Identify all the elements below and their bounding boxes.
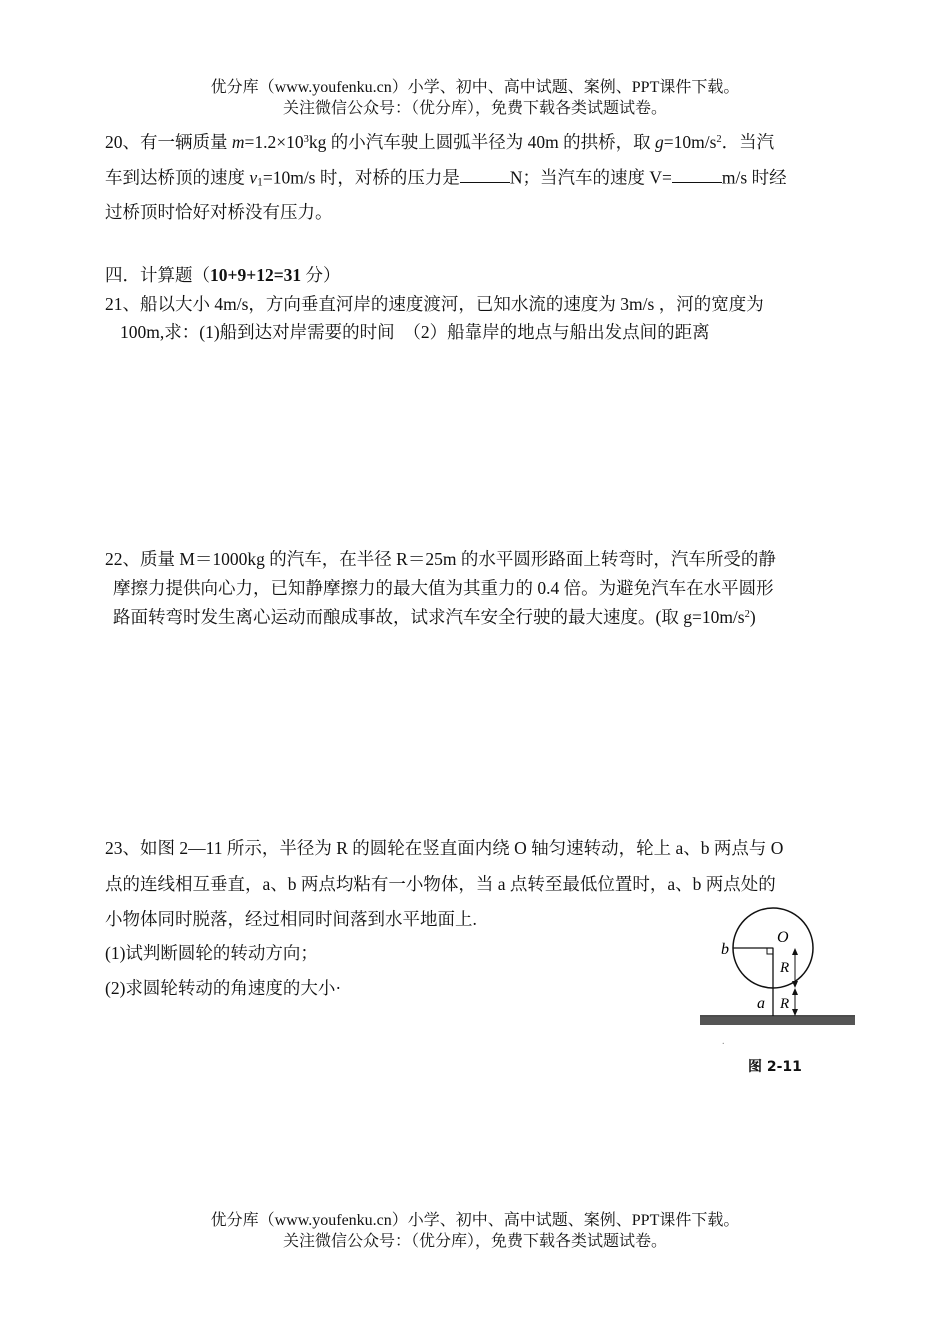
q20-line-3: 过桥顶时恰好对桥没有压力。 bbox=[105, 202, 333, 222]
q20-exponent: 3 bbox=[303, 134, 309, 146]
wheel-diagram bbox=[695, 902, 865, 1032]
q20-text: =10m/s 时，对桥的压力是 bbox=[262, 167, 460, 188]
q22-exponent: 2 bbox=[744, 609, 750, 621]
figure-2-11 bbox=[695, 902, 865, 1037]
label-o: O bbox=[777, 929, 789, 946]
q20-var-g: g bbox=[655, 132, 664, 152]
q20-text: kg 的小汽车驶上圆弧半径为 40m 的拱桥，取 bbox=[308, 132, 656, 152]
q23-line-3: 小物体同时脱落，经过相同时间落到水平地面上. bbox=[105, 909, 477, 929]
q20-text: N；当汽车的速度 V= bbox=[509, 167, 672, 188]
q20-text: =1.2×10 bbox=[244, 132, 304, 152]
right-angle-mark bbox=[767, 948, 773, 954]
q20-answer-blank-2[interactable] bbox=[672, 164, 722, 183]
q20-text: 车到达桥顶的速度 bbox=[105, 167, 250, 188]
q20-text: 20、有一辆质量 bbox=[105, 132, 232, 152]
section-score: 10+9+12=31 bbox=[210, 265, 302, 285]
q21-line-2: 100m,求：(1)船到达对岸需要的时间 （2）船靠岸的地点与船出发点间的距离 bbox=[120, 322, 710, 342]
q20-var-m: m bbox=[231, 132, 245, 152]
q22-line-1: 22、质量 M＝1000kg 的汽车，在半径 R＝25m 的水平圆形路面上转弯时，汽车所受的静 bbox=[105, 549, 776, 569]
q20-line-1 bbox=[105, 129, 774, 154]
q20-var-v: v bbox=[249, 167, 258, 188]
q20-exponent: 2 bbox=[716, 134, 722, 146]
q23-line-1: 23、如图 2—11 所示，半径为 R 的圆轮在竖直面内绕 O 轴匀速转动，轮上 a、b 两点与 O bbox=[105, 838, 784, 858]
arrow-down-icon bbox=[792, 981, 798, 988]
q20-text: ．当汽 bbox=[721, 132, 775, 152]
arrow-down-icon bbox=[792, 1009, 798, 1016]
q22-text: 路面转弯时发生离心运动而酿成事故，试求汽车安全行驶的最大速度。(取 g=10m/s bbox=[113, 607, 745, 627]
q22-text: ) bbox=[749, 607, 756, 627]
q23-line-5: (2)求圆轮转动的角速度的大小· bbox=[105, 978, 342, 998]
figure-caption: 图 2-11 bbox=[748, 1059, 802, 1075]
q22-line-3 bbox=[113, 604, 756, 629]
header-line-2: 关注微信公众号：（优分库），免费下载各类试题试卷。 bbox=[282, 100, 667, 117]
section-title-text: 分） bbox=[301, 265, 341, 285]
label-a: a bbox=[757, 995, 765, 1012]
footer-line-2: 关注微信公众号：（优分库），免费下载各类试题试卷。 bbox=[282, 1233, 667, 1250]
figure-mark: . bbox=[722, 1036, 725, 1047]
section-4-title bbox=[105, 262, 341, 287]
q23-line-2: 点的连线相互垂直，a、b 两点均粘有一小物体，当 a 点转至最低位置时，a、b 两点处的 bbox=[105, 874, 776, 894]
footer-line-1: 优分库（www.youfenku.cn）小学、初中、高中试题、案例、PPT课件下载。 bbox=[210, 1212, 740, 1229]
label-r-upper: R bbox=[780, 960, 790, 976]
q20-subscript: 1 bbox=[257, 176, 263, 189]
section-title-text: 四．计算题（ bbox=[105, 265, 210, 285]
q20-answer-blank-1[interactable] bbox=[460, 164, 510, 183]
arrow-up-icon bbox=[792, 948, 798, 955]
q21-line-1: 21、船以大小 4m/s，方向垂直河岸的速度渡河，已知水流的速度为 3m/s ，河的宽度为 bbox=[105, 294, 764, 314]
q20-text: =10m/s bbox=[663, 132, 717, 152]
q20-line-2 bbox=[105, 164, 787, 189]
q22-line-2: 摩擦力提供向心力，已知静摩擦力的最大值为其重力的 0.4 倍。为避免汽车在水平圆形 bbox=[113, 578, 774, 598]
arrow-up-icon bbox=[792, 988, 798, 995]
q23-line-4: (1)试判断圆轮的转动方向； bbox=[105, 943, 318, 963]
label-r-lower: R bbox=[780, 996, 790, 1012]
header-line-1: 优分库（www.youfenku.cn）小学、初中、高中试题、案例、PPT课件下载。 bbox=[210, 79, 740, 96]
ground-hatch bbox=[700, 1017, 855, 1025]
q20-text: m/s 时经 bbox=[721, 167, 787, 188]
label-b: b bbox=[721, 941, 729, 958]
